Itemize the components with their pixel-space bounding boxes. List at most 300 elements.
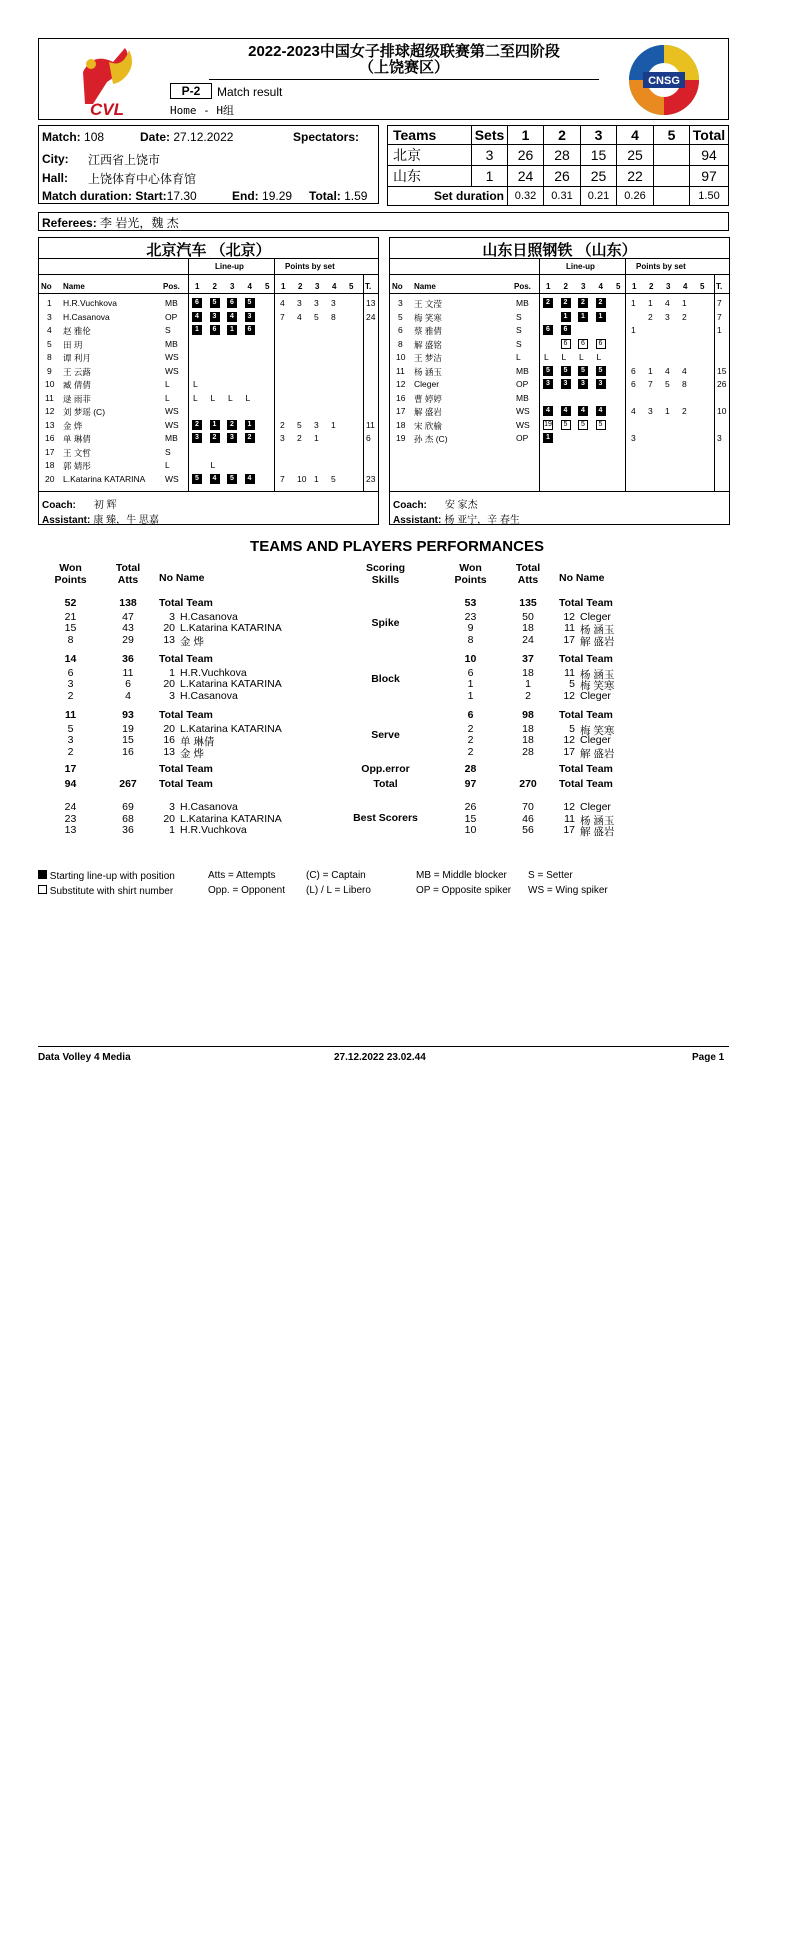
libero-mark: L xyxy=(193,392,198,403)
player-row xyxy=(39,460,378,474)
total-atts: 47 xyxy=(122,610,134,623)
player-position: OP xyxy=(516,433,529,443)
column-header: Points by set xyxy=(636,262,686,271)
set-number: 3 xyxy=(581,282,586,291)
lineup-position: 5 xyxy=(210,298,220,308)
shirt-number: 16 xyxy=(163,734,175,746)
shirt-number: 12 xyxy=(563,610,575,623)
footer-rule xyxy=(38,1046,729,1047)
perf-name-cell xyxy=(0,915,180,972)
player-position: OP xyxy=(165,311,178,322)
won-points: 10 xyxy=(464,824,477,836)
lineup-position: 5 xyxy=(192,474,202,484)
perf-total-cell xyxy=(0,1086,52,1143)
won-points: 2 xyxy=(467,734,474,746)
coach-name: 初 辉 xyxy=(93,500,117,511)
libero-mark: L xyxy=(210,392,216,403)
player-position: MB xyxy=(165,433,178,443)
column-header: No xyxy=(392,282,403,291)
legend-item: Opp. = Opponent xyxy=(208,885,286,896)
pool-label: Home - H组 xyxy=(170,104,234,117)
player-number: 18 xyxy=(396,419,406,430)
match-date: 27.12.2022 xyxy=(173,130,234,144)
total-points: 26 xyxy=(717,379,727,389)
start-label: Start: xyxy=(135,189,167,203)
player-name: 单 琳倩 xyxy=(180,736,215,748)
total-label: Total: xyxy=(309,189,341,203)
lineup-position: 4 xyxy=(578,406,588,416)
player-number: 10 xyxy=(396,352,406,362)
player-position: S xyxy=(516,311,522,322)
column-header: T. xyxy=(365,282,372,291)
lineup-position: 2 xyxy=(210,433,220,443)
set-points: 3 xyxy=(314,298,319,308)
set-number: 2 xyxy=(212,282,217,291)
lineup-position: 6 xyxy=(245,325,255,335)
skill-name: Spike xyxy=(371,617,400,629)
lineup-position: 1 xyxy=(578,312,588,322)
hall-label: Hall: xyxy=(42,171,69,185)
total-duration: 1.59 xyxy=(344,189,368,203)
lineup-position: 6 xyxy=(210,325,220,335)
set-points: 2 xyxy=(682,311,687,322)
total-points: 3 xyxy=(717,433,722,443)
set-points: 3 xyxy=(665,311,670,322)
perf-name-cell xyxy=(0,1314,180,1371)
footer-left: Data Volley 4 Media xyxy=(38,1052,131,1063)
legend-item: (C) = Captain xyxy=(306,870,366,881)
column-header: Pos. xyxy=(163,282,180,291)
legend-item: (L) / L = Libero xyxy=(306,885,371,896)
best-scorers-label: Best Scorers xyxy=(353,812,418,824)
set-points: 4 xyxy=(280,298,285,308)
perf-total-cell xyxy=(0,1257,52,1314)
perf-total-cell xyxy=(0,1604,52,1620)
shirt-number: 5 xyxy=(569,678,575,690)
set-number: 5 xyxy=(700,282,705,291)
perf-won-cell xyxy=(0,1588,65,1604)
team-total-label: Total Team xyxy=(559,778,613,790)
score-set: 28 xyxy=(544,145,581,166)
player-position: MB xyxy=(516,365,529,376)
player-row xyxy=(39,420,378,434)
set-points: 2 xyxy=(682,406,687,416)
perf-name-cell xyxy=(0,1572,180,1588)
perf-won-cell xyxy=(0,1476,65,1492)
set-points: 4 xyxy=(631,406,636,416)
player-name: 梅 笑寒 xyxy=(580,680,615,692)
lineup-position: 5 xyxy=(227,474,237,484)
footer-page: Page 1 xyxy=(692,1052,725,1063)
total-atts: 50 xyxy=(522,610,534,623)
player-name: 金 烨 xyxy=(63,420,83,431)
lineup-position: 2 xyxy=(561,298,571,308)
total-atts: 68 xyxy=(122,812,134,825)
legend-col4 xyxy=(416,870,511,896)
scoring-skills-header: Scoring Skills xyxy=(365,562,406,586)
set-number: 4 xyxy=(247,282,252,291)
player-position: S xyxy=(165,446,171,457)
player-name: 王 文滢 xyxy=(414,299,442,309)
shirt-number: 12 xyxy=(563,734,575,746)
shirt-number: 5 xyxy=(569,722,575,735)
set-duration: 0.26 xyxy=(617,187,654,206)
player-name: 曹 婷婷 xyxy=(414,393,442,404)
set-points: 1 xyxy=(682,298,687,308)
set-points: 1 xyxy=(648,298,653,308)
libero-mark: L xyxy=(544,352,549,362)
total-atts: 43 xyxy=(122,622,134,634)
won-points: 11 xyxy=(64,709,77,721)
shirt-number: 3 xyxy=(169,801,175,813)
match-label: Match: xyxy=(42,130,81,144)
shirt-number: 11 xyxy=(564,812,575,825)
legend-item: WS = Wing spiker xyxy=(528,885,608,896)
team-total-label: Total Team xyxy=(559,709,613,721)
column-header: No xyxy=(41,282,52,291)
player-position: WS xyxy=(516,419,530,430)
player-row xyxy=(390,312,729,326)
referees-label: Referees: xyxy=(42,216,97,230)
player-name: 郭 婧彤 xyxy=(63,461,91,471)
set-number: 1 xyxy=(632,282,637,291)
perf-total-cell xyxy=(0,1693,52,1734)
player-position: L xyxy=(165,392,170,403)
score-set: 26 xyxy=(508,145,544,166)
won-points: 3 xyxy=(67,734,74,746)
legend-item: Substitute with shirt number xyxy=(49,886,174,897)
total-atts: 37 xyxy=(522,653,534,665)
player-name: 孙 杰 (C) xyxy=(414,434,448,444)
player-number: 19 xyxy=(396,433,406,443)
player-position: OP xyxy=(516,379,529,389)
lineup-position: 6 xyxy=(561,325,571,335)
legend-col5 xyxy=(528,870,608,896)
player-name: 杨 涵玉 xyxy=(580,814,615,827)
set-points: 1 xyxy=(648,365,653,376)
lineup-position: 6 xyxy=(543,325,553,335)
player-name: 逯 雨菲 xyxy=(63,393,91,404)
libero-mark: L xyxy=(245,392,251,403)
player-number: 13 xyxy=(45,419,55,430)
set-points: 3 xyxy=(314,419,319,430)
perf-name-cell xyxy=(0,1460,180,1476)
player-name: 梅 笑寒 xyxy=(580,724,615,737)
divider xyxy=(39,293,378,294)
divider xyxy=(390,491,729,492)
player-row xyxy=(390,420,729,434)
player-name: H.Casanova xyxy=(63,311,110,322)
perf-skill-cell xyxy=(0,1371,95,1428)
total-atts: 270 xyxy=(519,778,537,790)
set-number: 3 xyxy=(666,282,671,291)
player-row xyxy=(390,393,729,407)
score-set xyxy=(654,145,690,166)
column-header: T. xyxy=(716,282,723,291)
won-points: 2 xyxy=(467,722,474,735)
lineup-position: 1 xyxy=(561,312,571,322)
skill-name: Block xyxy=(371,673,400,685)
assistant-names: 康 臻，牛 思嘉 xyxy=(93,515,159,526)
lineup-position: 2 xyxy=(227,420,237,430)
score-set: 25 xyxy=(581,166,617,187)
shirt-number: 13 xyxy=(163,745,175,758)
set-points: 6 xyxy=(631,365,636,376)
total-atts: 28 xyxy=(522,745,534,758)
sheet-code: P-2 xyxy=(170,83,212,99)
total-points: 15 xyxy=(717,365,727,376)
player-row xyxy=(390,366,729,380)
won-points: 14 xyxy=(64,653,77,665)
total-atts: 98 xyxy=(522,709,534,721)
score-set: 15 xyxy=(581,145,617,166)
skill-name: Opp.error xyxy=(361,763,410,775)
score-set: 22 xyxy=(617,166,654,187)
shirt-number: 3 xyxy=(169,610,175,623)
set-points: 2 xyxy=(297,433,302,443)
set-number: 2 xyxy=(563,282,568,291)
shirt-number: 17 xyxy=(563,824,575,836)
player-name: 解 盛岩 xyxy=(580,635,615,648)
title-line1: 2022-2023中国女子排球超级联赛第二至四阶段 xyxy=(248,43,560,60)
score-sets: 1 xyxy=(472,166,508,187)
team-total-label: Total Team xyxy=(559,597,613,609)
score-team: 北京 xyxy=(388,145,472,166)
set-points: 1 xyxy=(631,325,636,335)
perf-total-cell xyxy=(0,1556,52,1572)
total-atts: 93 xyxy=(122,709,134,721)
set-points: 5 xyxy=(331,473,336,484)
cvl-logo xyxy=(73,42,143,118)
lineup-position: 1 xyxy=(245,420,255,430)
won-points: 24 xyxy=(64,801,77,813)
player-number: 8 xyxy=(47,352,52,362)
set-points: 2 xyxy=(648,311,653,322)
match-info xyxy=(38,125,379,204)
player-number: 3 xyxy=(398,298,403,308)
total-points: 7 xyxy=(717,298,722,308)
player-row xyxy=(390,379,729,393)
player-number: 1 xyxy=(47,298,52,308)
lineup-position: 5 xyxy=(596,366,606,376)
player-number: 4 xyxy=(47,325,52,335)
lineup-position: 1 xyxy=(543,433,553,443)
perf-total-cell xyxy=(0,1816,52,1857)
referees-box xyxy=(38,212,729,231)
total-atts: 267 xyxy=(119,778,137,790)
player-position: L xyxy=(165,379,170,389)
perf-name-cell xyxy=(0,1508,180,1524)
player-row xyxy=(39,379,378,393)
total-atts-header: Total Atts xyxy=(515,562,541,586)
set-number: 3 xyxy=(315,282,320,291)
team-total-label: Total Team xyxy=(159,778,213,790)
player-row xyxy=(39,433,378,447)
player-row xyxy=(39,325,378,339)
player-number: 18 xyxy=(45,460,55,470)
player-number: 17 xyxy=(45,446,55,457)
player-row xyxy=(39,312,378,326)
won-points: 1 xyxy=(467,678,474,690)
perf-name-cell xyxy=(0,1143,180,1200)
duration-label: Match duration: xyxy=(42,189,132,203)
player-name: 刘 梦瑶 (C) xyxy=(63,407,106,417)
score-header-set5: 5 xyxy=(654,126,690,145)
legend-col1 xyxy=(38,870,175,897)
shirt-number: 3 xyxy=(169,689,175,702)
set-duration: 0.32 xyxy=(508,187,544,206)
won-points: 10 xyxy=(464,653,477,665)
set-points: 8 xyxy=(331,311,336,322)
set-number: 4 xyxy=(598,282,603,291)
player-name: L.Katarina KATARINA xyxy=(180,678,282,690)
score-total: 94 xyxy=(690,145,729,166)
set-points: 7 xyxy=(280,473,285,484)
set-points: 5 xyxy=(665,379,670,389)
player-row xyxy=(39,352,378,366)
set-duration: 0.31 xyxy=(544,187,581,206)
lineup-position: 5 xyxy=(561,366,571,376)
title-rule xyxy=(209,79,599,80)
player-name: Cleger xyxy=(580,689,611,702)
player-number: 20 xyxy=(45,473,55,484)
player-name: L.Katarina KATARINA xyxy=(180,812,282,825)
total-atts: 70 xyxy=(522,801,534,813)
score-row-shandong xyxy=(388,166,729,187)
set-points: 1 xyxy=(631,298,636,308)
score-total: 97 xyxy=(690,166,729,187)
set-points: 8 xyxy=(682,379,687,389)
start-time: 17.30 xyxy=(166,189,197,203)
substitute-number: 19 xyxy=(544,420,552,428)
player-name: 梅 笑寒 xyxy=(414,312,442,323)
won-points: 97 xyxy=(464,778,477,790)
lineup-position: 1 xyxy=(210,420,220,430)
lineup-position: 3 xyxy=(543,379,553,389)
player-position: S xyxy=(165,325,171,335)
player-position: MB xyxy=(516,298,529,308)
team-total-label: Total Team xyxy=(559,653,613,665)
player-name: Cleger xyxy=(580,801,611,813)
won-points: 2 xyxy=(67,745,74,758)
set-number: 3 xyxy=(230,282,235,291)
lineup-position: 6 xyxy=(192,298,202,308)
shirt-number: 17 xyxy=(563,633,575,646)
total-atts: 1 xyxy=(525,678,531,690)
total-atts: 138 xyxy=(119,597,137,609)
shirt-number: 1 xyxy=(169,824,175,836)
set-number: 2 xyxy=(298,282,303,291)
won-points: 8 xyxy=(467,633,474,646)
player-name: H.Casanova xyxy=(180,610,238,623)
team-total-label: Total Team xyxy=(159,653,213,665)
city-value: 江西省上饶市 xyxy=(88,153,161,167)
player-number: 17 xyxy=(396,406,406,416)
player-name: H.R.Vuchkova xyxy=(180,824,247,836)
libero-mark: L xyxy=(579,352,584,362)
set-points: 1 xyxy=(665,406,670,416)
player-name: Cleger xyxy=(580,610,611,623)
total-atts: 46 xyxy=(522,812,534,825)
lineup-position: 2 xyxy=(596,298,606,308)
lineup-position: 4 xyxy=(210,474,220,484)
player-number: 10 xyxy=(45,379,55,389)
team-total-label: Total Team xyxy=(159,763,213,775)
player-number: 8 xyxy=(398,338,403,349)
player-number: 11 xyxy=(396,365,405,376)
shirt-number: 13 xyxy=(163,633,175,646)
lineup-position: 5 xyxy=(543,366,553,376)
lineup-position: 4 xyxy=(561,406,571,416)
total-atts: 6 xyxy=(125,678,131,690)
total-atts-header: Total Atts xyxy=(115,562,141,586)
set-number: 1 xyxy=(281,282,286,291)
set-points: 10 xyxy=(297,473,307,484)
player-position: L xyxy=(516,352,521,362)
player-position: WS xyxy=(165,419,179,430)
shirt-number: 11 xyxy=(564,622,575,634)
score-header-set4: 4 xyxy=(617,126,654,145)
city-label: City: xyxy=(42,152,69,166)
perf-name-cell xyxy=(0,1857,180,1898)
total-points: 24 xyxy=(366,311,376,322)
total-atts: 15 xyxy=(122,734,134,746)
total-atts: 19 xyxy=(122,722,134,735)
column-header: Name xyxy=(63,282,85,291)
player-position: WS xyxy=(165,473,179,484)
substitute-number: 5 xyxy=(596,420,606,430)
set-points: 3 xyxy=(280,433,285,443)
set-duration-row xyxy=(388,187,729,206)
set-points: 1 xyxy=(314,473,319,484)
total-points: 13 xyxy=(366,298,376,308)
column-header: Pos. xyxy=(514,282,531,291)
shirt-number: 20 xyxy=(163,678,175,690)
won-points: 23 xyxy=(464,610,477,623)
player-row xyxy=(390,339,729,353)
perf-skill-cell xyxy=(0,972,95,1029)
set-points: 3 xyxy=(331,298,336,308)
lineup-position: 4 xyxy=(245,474,255,484)
lineup-position: 2 xyxy=(543,298,553,308)
total-points: 23 xyxy=(366,473,376,484)
score-set: 26 xyxy=(544,166,581,187)
column-header: Line-up xyxy=(215,262,244,271)
lineup-position: 4 xyxy=(596,406,606,416)
player-row xyxy=(390,406,729,420)
lineup-position: 2 xyxy=(578,298,588,308)
perf-won-cell xyxy=(0,1428,65,1444)
set-points: 1 xyxy=(331,419,336,430)
team-total-label: Total Team xyxy=(159,597,213,609)
player-number: 16 xyxy=(45,433,55,443)
divider xyxy=(390,293,729,294)
player-row xyxy=(39,474,378,488)
legend-item: MB = Middle blocker xyxy=(416,870,507,881)
player-number: 6 xyxy=(398,325,403,335)
score-row-beijing xyxy=(388,145,729,166)
total-atts: 18 xyxy=(522,734,534,746)
won-points: 3 xyxy=(67,678,74,690)
lineup-position: 5 xyxy=(578,366,588,376)
lineup-position: 3 xyxy=(192,433,202,443)
won-points: 23 xyxy=(64,812,77,825)
lineup-position: 2 xyxy=(192,420,202,430)
won-points: 9 xyxy=(467,622,474,634)
substitute-number: 5 xyxy=(561,420,571,430)
player-position: MB xyxy=(165,298,178,308)
total-atts: 36 xyxy=(122,653,134,665)
